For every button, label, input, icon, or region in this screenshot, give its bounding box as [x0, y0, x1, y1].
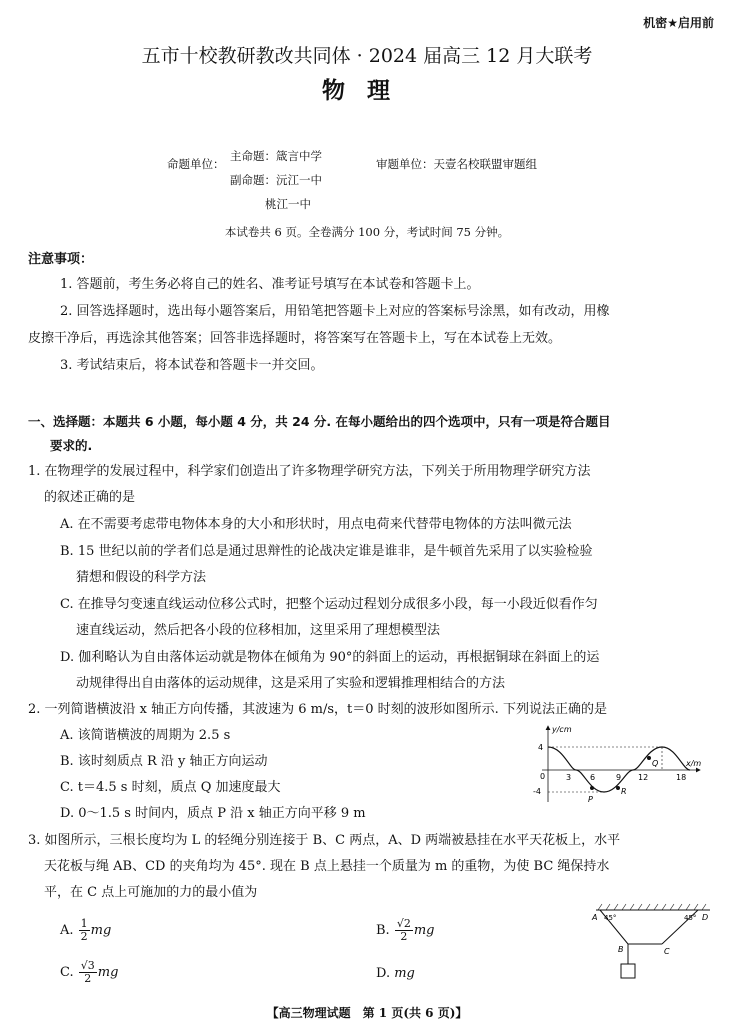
q1-option-b-cont: 猜想和假设的科学方法 — [76, 570, 207, 585]
review-unit: 审题单位：天壹名校联盟审题组 — [376, 157, 537, 171]
confidential-label: 机密★启用前 — [643, 16, 714, 30]
vice-compose: 副命题：沅江一中 — [230, 173, 322, 187]
q2-option-b: B. 该时刻质点 R 沿 y 轴正方向运动 — [60, 754, 268, 769]
q3-option-a: A. $\frac{1}{2}$ mg — [60, 917, 112, 943]
y-axis-label: y/cm — [552, 725, 572, 734]
notice-item-1: 1. 答题前，考生务必将自己的姓名、准考证号填写在本试卷和答题卡上。 — [60, 277, 480, 292]
point-q — [647, 756, 651, 760]
label-a: A — [592, 913, 598, 922]
q1-option-d: D. 伽利略认为自由落体运动就是物体在倾角为 90°的斜面上的运动，再根据铜球在斜面上的运 — [60, 650, 600, 665]
x-tick-12: 12 — [638, 773, 649, 782]
section-heading-cont: 要求的. — [50, 438, 93, 453]
q3-option-b: B. $\frac{√2}{2}$ mg — [376, 917, 435, 943]
angle-right: 45° — [684, 914, 697, 922]
q3-stem-cont: 天花板与绳 AB、CD 的夹角均为 45°. 现在 B 点上悬挂一个质量为 m 的重物，为使 BC 绳保持水 — [44, 859, 610, 874]
point-p — [590, 786, 594, 790]
label-c: C — [664, 947, 670, 956]
x-tick-6: 6 — [590, 773, 596, 782]
y-tick-neg4: -4 — [533, 787, 541, 796]
vice-compose-2: 桃江一中 — [265, 197, 311, 211]
point-r-label: R — [621, 787, 627, 796]
q1-option-b: B. 15 世纪以前的学者们总是通过思辩性的论战决定谁是谁非，是牛顿首先采用了以实验检验 — [60, 544, 593, 559]
q1-option-d-cont: 动规律得出自由落体的运动规律，这是采用了实验和逻辑推理相结合的方法 — [76, 676, 506, 691]
q1-option-a: A. 在不需要考虑带电物体本身的大小和形状时，用点电荷来代替带电物体的方法叫微元法 — [60, 517, 572, 532]
chief-compose: 主命题：箴言中学 — [230, 149, 322, 163]
point-p-label: P — [588, 795, 593, 804]
notice-title: 注意事项： — [28, 252, 94, 267]
y-tick-4: 4 — [538, 743, 544, 752]
weight-block — [621, 964, 635, 978]
q1-option-c: C. 在推导匀变速直线运动位移公式时，把整个运动过程划分成很多小段，每一小段近似看作匀 — [60, 597, 598, 612]
q2-option-d: D. 0～1.5 s 时间内，质点 P 沿 x 轴正方向平移 9 m — [60, 806, 366, 821]
q3-option-d: D. mg — [376, 966, 415, 981]
x-tick-18: 18 — [676, 773, 687, 782]
notice-item-3: 3. 考试结束后，将本试卷和答题卡一并交回。 — [60, 358, 324, 373]
section-heading: 一、选择题：本题共 6 小题，每小题 4 分，共 24 分. 在每小题给出的四个选项中，只有一项是符合题目 — [28, 414, 611, 429]
rope-figure — [588, 900, 718, 988]
point-q-label: Q — [652, 759, 659, 768]
q1-stem: 1. 在物理学的发展过程中，科学家们创造出了许多物理学研究方法，下列关于所用物理学研究方法 — [28, 464, 591, 479]
x-axis-label: x/m — [686, 759, 702, 768]
q3-stem: 3. 如图所示，三根长度均为 L 的轻绳分别连接于 B、C 两点，A、D 两端被悬挂在水平天花板上，水平 — [28, 833, 621, 848]
q2-option-a: A. 该简谐横波的周期为 2.5 s — [60, 728, 231, 743]
ceiling-hatch — [598, 904, 706, 910]
exam-title: 五市十校教研教改共同体 · 2024 届高三 12 月大联考 — [141, 45, 593, 67]
q2-stem: 2. 一列简谐横波沿 x 轴正方向传播，其波速为 6 m/s，t＝0 时刻的波形如图所示. 下列说法正确的是 — [28, 702, 607, 717]
q1-option-c-cont: 速直线运动，然后把各小段的位移相加，这里采用了理想模型法 — [76, 623, 441, 638]
x-tick-3: 3 — [566, 773, 572, 782]
notice-item-2-cont: 皮擦干净后，再选涂其他答案；回答非选择题时，将答案写在答题卡上，写在本试卷上无效。 — [28, 331, 562, 346]
angle-left: 45° — [604, 914, 617, 922]
subject-title: 物理 — [322, 78, 412, 104]
q1-stem-cont: 的叙述正确的是 — [44, 490, 136, 505]
q2-option-c: C. t＝4.5 s 时刻，质点 Q 加速度最大 — [60, 780, 281, 795]
notice-item-2: 2. 回答选择题时，选出每小题答案后，用铅笔把答题卡上对应的答案标号涂黑，如有改动，用橡 — [60, 304, 610, 319]
origin-label: 0 — [540, 772, 546, 781]
label-d: D — [702, 913, 709, 922]
point-r — [616, 786, 620, 790]
x-tick-9: 9 — [616, 773, 622, 782]
q3-stem-cont-2: 平，在 C 点上可施加的力的最小值为 — [44, 885, 258, 900]
label-b: B — [618, 945, 624, 954]
page-footer: 【高三物理试题 第 1 页(共 6 页)】 — [266, 1006, 468, 1020]
wave-figure — [528, 722, 708, 806]
wave-curve — [548, 747, 690, 792]
exam-info: 本试卷共 6 页。全卷满分 100 分，考试时间 75 分钟。 — [224, 225, 510, 239]
compose-unit-label: 命题单位： — [167, 157, 225, 171]
q3-option-c: C. $\frac{√3}{2}$ mg — [60, 959, 119, 985]
